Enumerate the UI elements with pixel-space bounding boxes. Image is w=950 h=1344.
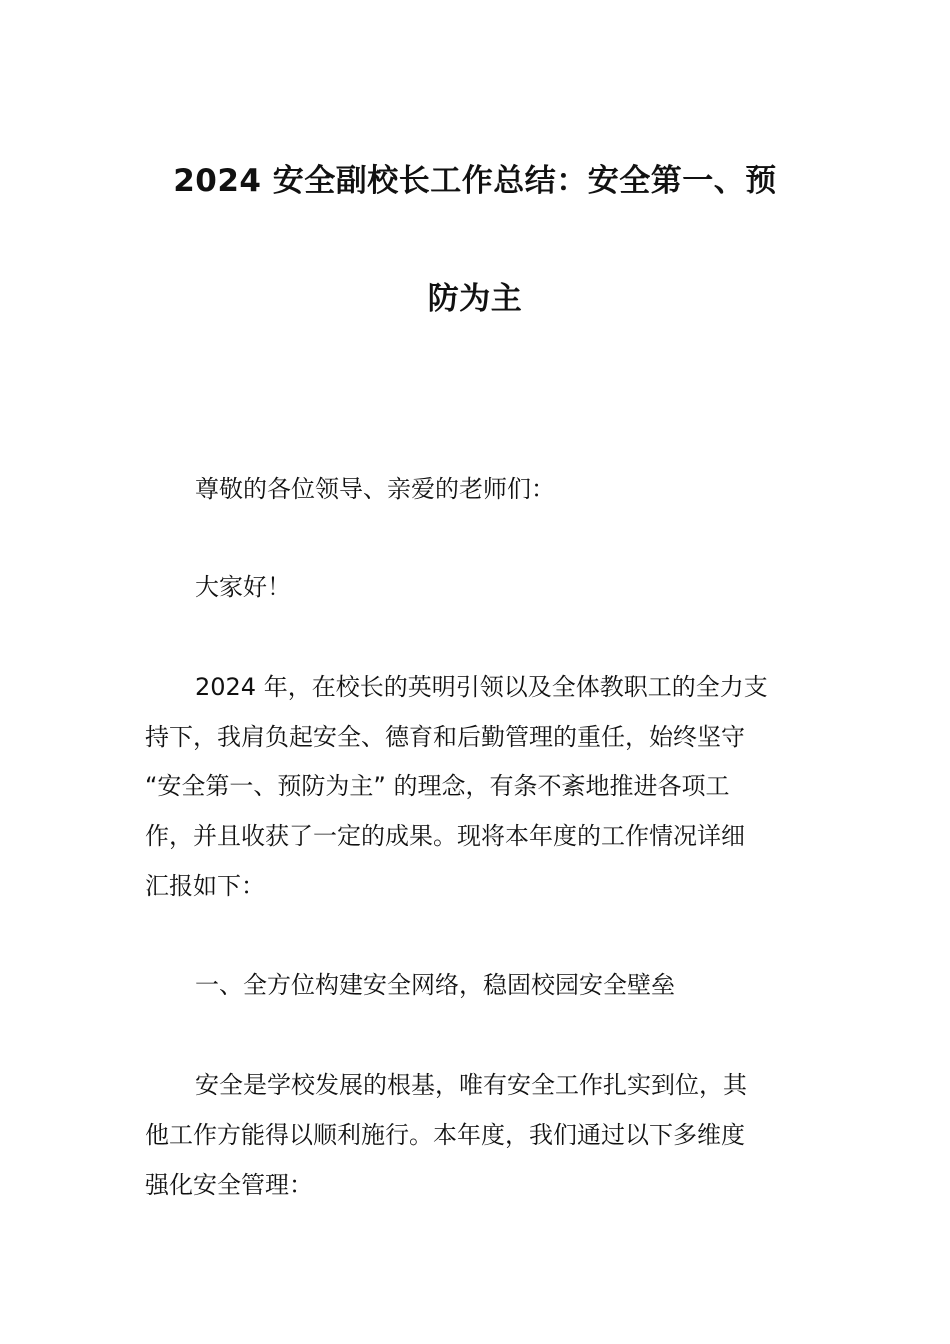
section-1-heading: 一、全方位构建安全网络，稳固校园安全壁垒: [195, 971, 675, 999]
hello-paragraph: 大家好！: [195, 573, 291, 601]
intro-line-4: 作，并且收获了一定的成果。现将本年度的工作情况详细: [145, 822, 745, 850]
section-1-line-3: 强化安全管理：: [145, 1171, 313, 1199]
intro-line-1: 2024 年，在校长的英明引领以及全体教职工的全力支: [195, 673, 768, 701]
intro-line-2: 持下，我肩负起安全、德育和后勤管理的重任，始终坚守: [145, 723, 745, 751]
greeting-paragraph: 尊敬的各位领导、亲爱的老师们：: [195, 475, 555, 503]
section-1-line-1: 安全是学校发展的根基，唯有安全工作扎实到位，其: [195, 1071, 747, 1099]
section-1-line-2: 他工作方能得以顺利施行。本年度，我们通过以下多维度: [145, 1121, 745, 1149]
document-title-line-2: 防为主: [427, 281, 523, 317]
intro-line-5: 汇报如下：: [145, 872, 265, 900]
intro-line-3: “安全第一、预防为主” 的理念，有条不紊地推进各项工: [145, 772, 730, 800]
document-title-line-1: 2024 安全副校长工作总结：安全第一、预: [173, 163, 777, 199]
